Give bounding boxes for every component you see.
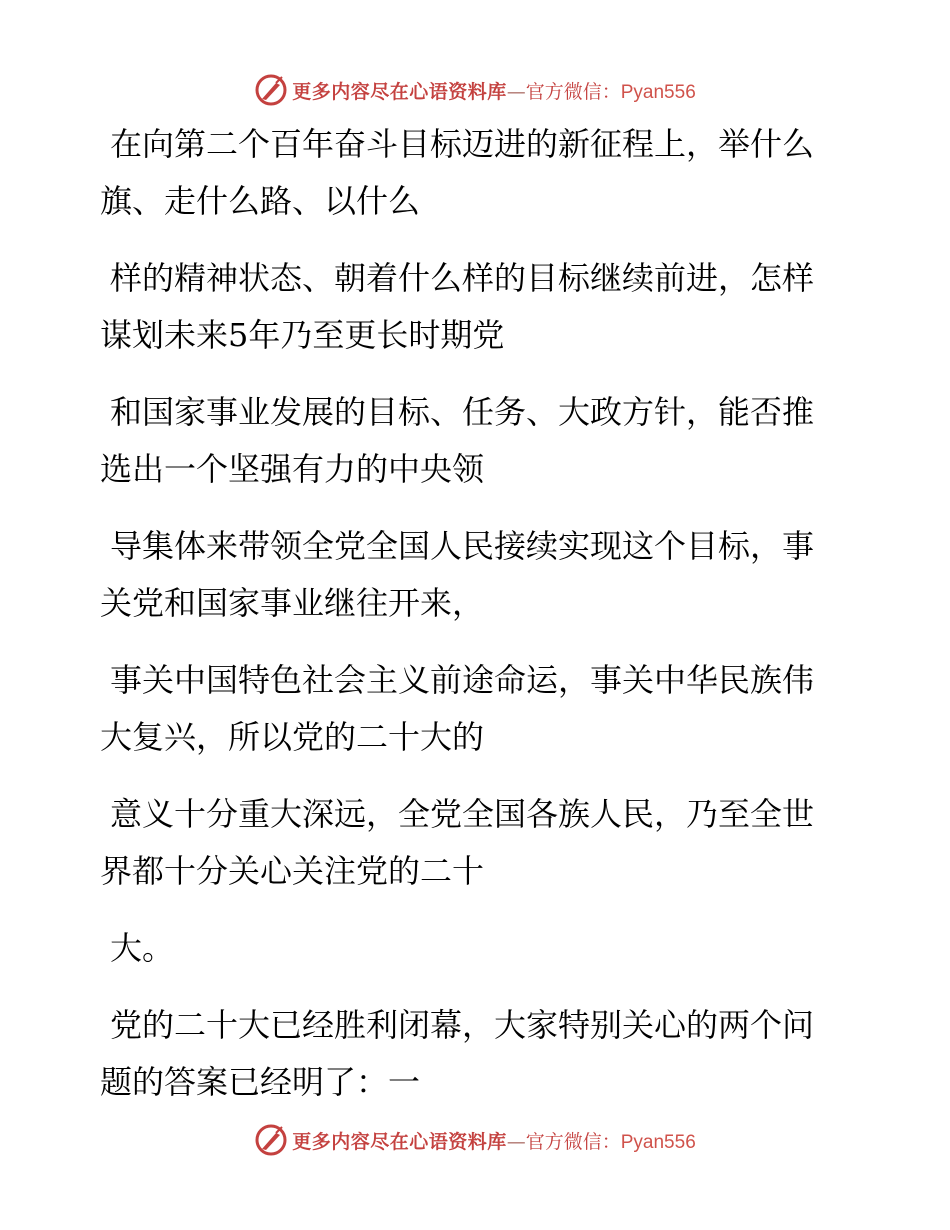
- watermark-brand: 更多内容尽在心语资料库: [292, 80, 507, 103]
- quill-logo-icon: [254, 73, 288, 107]
- watermark-wechat-label: 官方微信：: [525, 1130, 621, 1153]
- quill-logo-icon: [254, 1123, 288, 1157]
- header-watermark: [0, 70, 950, 110]
- watermark-separator: —: [506, 80, 524, 103]
- watermark-text: [292, 77, 696, 104]
- document-body: [100, 116, 830, 1131]
- watermark-text: [292, 1127, 696, 1154]
- watermark-separator: —: [506, 1130, 524, 1153]
- paragraph: 在向第二个百年奋斗目标迈进的新征程上，举什么旗、走什么路、以什么: [100, 125, 815, 220]
- watermark-wechat-label: 官方微信：: [525, 80, 621, 103]
- paragraph: 事关中国特色社会主义前途命运，事关中华民族伟大复兴，所以党的二十大的: [100, 661, 815, 756]
- paragraph: 大。: [110, 929, 175, 967]
- paragraph: 样的精神状态、朝着什么样的目标继续前进，怎样谋划未来5年乃至更长时期党: [100, 259, 815, 354]
- paragraph: 党的二十大已经胜利闭幕，大家特别关心的两个问题的答案已经明了：一: [100, 1006, 815, 1101]
- paragraph: 和国家事业发展的目标、任务、大政方针，能否推选出一个坚强有力的中央领: [100, 393, 815, 488]
- paragraph: 意义十分重大深远，全党全国各族人民，乃至全世界都十分关心关注党的二十: [100, 795, 815, 890]
- watermark-wechat-id: Pyan556: [620, 1131, 696, 1153]
- watermark-wechat-id: Pyan556: [620, 81, 696, 103]
- watermark-brand: 更多内容尽在心语资料库: [292, 1130, 507, 1153]
- footer-watermark: [0, 1120, 950, 1160]
- paragraph: 导集体来带领全党全国人民接续实现这个目标，事关党和国家事业继往开来，: [100, 527, 815, 622]
